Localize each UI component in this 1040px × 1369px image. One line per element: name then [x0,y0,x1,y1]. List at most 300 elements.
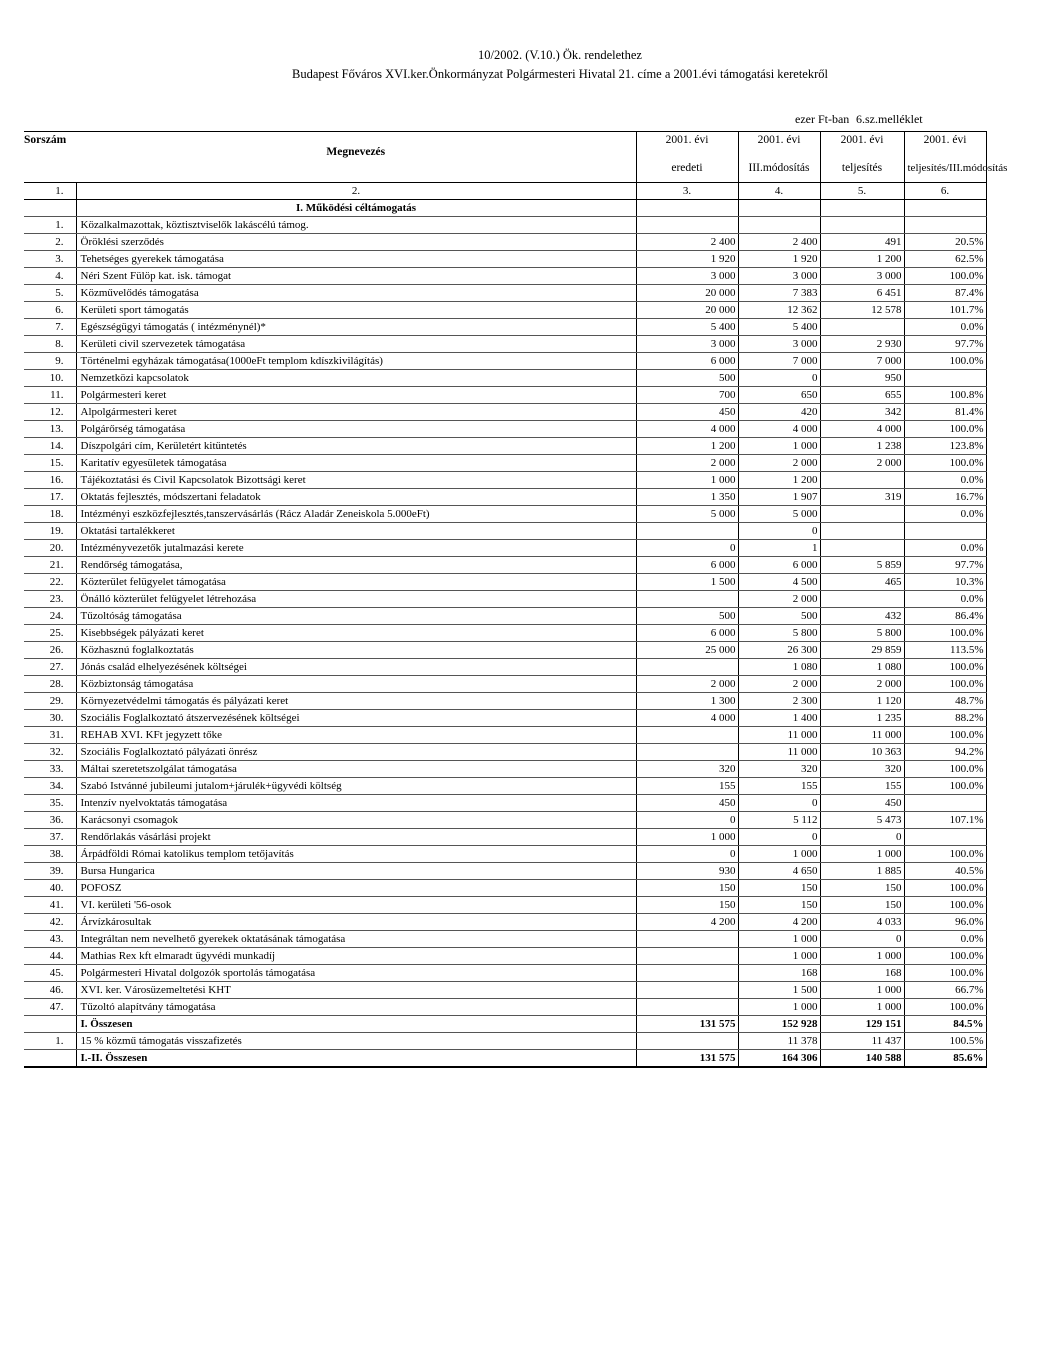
value-teljesites: 1 885 [820,863,904,880]
value-pct: 123.8% [904,438,986,455]
value-teljesites: 155 [820,778,904,795]
value-modositas: 152 928 [738,1016,820,1033]
value-pct: 85.6% [904,1050,986,1068]
idx-2: 2. [76,183,636,200]
table-row [24,693,986,710]
value-teljesites: 2 000 [820,676,904,693]
value-modositas: 12 362 [738,302,820,319]
value-eredeti: 500 [636,608,738,625]
value-teljesites: 465 [820,574,904,591]
value-eredeti: 131 575 [636,1016,738,1033]
row-number: 35. [24,795,76,812]
value-eredeti: 4 200 [636,914,738,931]
value-modositas: 3 000 [738,268,820,285]
value-modositas: 5 000 [738,506,820,523]
row-name: Szociális Foglalkoztató átszervezésének költségei [76,710,636,727]
value-pct: 87.4% [904,285,986,302]
row-number: 9. [24,353,76,370]
row-name: Integráltan nem nevelhető gyerekek oktatásának támogatása [76,931,636,948]
value-eredeti: 2 000 [636,455,738,472]
row-name: Szociális Foglalkoztató pályázati önrész [76,744,636,761]
table-row [24,540,986,557]
row-number [24,1016,76,1033]
row-name: I. Összesen [76,1016,636,1033]
table-row [24,421,986,438]
table-row [24,727,986,744]
value-teljesites [820,506,904,523]
value-eredeti: 1 300 [636,693,738,710]
row-number: 2. [24,234,76,251]
value-teljesites: 1 238 [820,438,904,455]
col-megnevezes: Megnevezés [76,132,636,183]
value-teljesites: 11 000 [820,727,904,744]
value-pct: 86.4% [904,608,986,625]
value-modositas: 168 [738,965,820,982]
header-line-2: Budapest Főváros XVI.ker.Önkormányzat Polgármesteri Hivatal 21. címe a 2001.évi támogatási keretekről [292,67,828,81]
row-name: Díszpolgári cím, Kerületért kitüntetés [76,438,636,455]
row-number: 5. [24,285,76,302]
value-pct: 100.8% [904,387,986,404]
row-name: Bursa Hungarica [76,863,636,880]
value-pct: 97.7% [904,336,986,353]
col-modositas: III.módosítás [738,154,820,183]
row-number: 12. [24,404,76,421]
table-row [24,914,986,931]
value-modositas: 0 [738,829,820,846]
value-teljesites: 950 [820,370,904,387]
value-teljesites: 0 [820,829,904,846]
value-modositas: 5 112 [738,812,820,829]
table-row [24,591,986,608]
row-name: Árpádföldi Római katolikus templom tetőjavítás [76,846,636,863]
row-number: 20. [24,540,76,557]
value-eredeti: 320 [636,761,738,778]
value-eredeti: 6 000 [636,625,738,642]
row-name: Oktatási tartalékkeret [76,523,636,540]
value-teljesites [820,523,904,540]
value-eredeti: 450 [636,404,738,421]
value-eredeti: 2 400 [636,234,738,251]
value-eredeti [636,727,738,744]
row-name: Tájékoztatási és Civil Kapcsolatok Bizottsági keret [76,472,636,489]
value-teljesites: 2 930 [820,336,904,353]
row-name: Tűzoltó alapítvány támogatása [76,999,636,1016]
value-teljesites: 168 [820,965,904,982]
table-row [24,863,986,880]
value-teljesites: 1 000 [820,982,904,999]
value-eredeti: 131 575 [636,1050,738,1068]
value-eredeti: 1 000 [636,472,738,489]
value-pct: 100.0% [904,421,986,438]
table-row [24,965,986,982]
table-row [24,948,986,965]
row-name: Polgármesteri keret [76,387,636,404]
table-row [24,659,986,676]
value-eredeti: 3 000 [636,336,738,353]
value-eredeti: 500 [636,370,738,387]
value-modositas: 150 [738,880,820,897]
row-name: Egészségügyi támogatás ( intézménynél)* [76,319,636,336]
value-teljesites: 1 000 [820,846,904,863]
row-name: Kisebbségek pályázati keret [76,625,636,642]
table-row [24,795,986,812]
value-pct: 100.0% [904,268,986,285]
idx-5: 5. [820,183,904,200]
value-pct: 100.0% [904,897,986,914]
row-name: Közhasznú foglalkoztatás [76,642,636,659]
table-row [24,880,986,897]
value-modositas: 1 500 [738,982,820,999]
value-eredeti: 20 000 [636,285,738,302]
row-number: 47. [24,999,76,1016]
row-name: Rendőrség támogatása, [76,557,636,574]
row-number: 32. [24,744,76,761]
value-eredeti: 1 500 [636,574,738,591]
value-teljesites: 1 120 [820,693,904,710]
row-name: I.-II. Összesen [76,1050,636,1068]
value-pct [904,370,986,387]
value-teljesites: 129 151 [820,1016,904,1033]
value-teljesites: 1 235 [820,710,904,727]
value-pct: 10.3% [904,574,986,591]
value-pct: 100.0% [904,761,986,778]
value-modositas: 11 000 [738,727,820,744]
row-name: Alpolgármesteri keret [76,404,636,421]
value-pct: 100.0% [904,999,986,1016]
table-row [24,302,986,319]
row-name: Nemzetközi kapcsolatok [76,370,636,387]
value-eredeti: 4 000 [636,421,738,438]
row-number: 8. [24,336,76,353]
value-eredeti [636,999,738,1016]
row-number: 23. [24,591,76,608]
value-modositas: 11 000 [738,744,820,761]
table-row [24,455,986,472]
value-eredeti: 20 000 [636,302,738,319]
table-row [24,642,986,659]
value-eredeti: 1 350 [636,489,738,506]
value-pct: 101.7% [904,302,986,319]
value-modositas: 4 650 [738,863,820,880]
value-modositas: 1 920 [738,251,820,268]
value-teljesites [820,540,904,557]
table-row [24,234,986,251]
value-teljesites: 320 [820,761,904,778]
value-teljesites: 432 [820,608,904,625]
table-row [24,778,986,795]
value-pct: 0.0% [904,591,986,608]
row-number: 15. [24,455,76,472]
empty-cell [24,200,76,217]
value-teljesites: 29 859 [820,642,904,659]
value-eredeti [636,1033,738,1050]
col-year-2: 2001. évi [738,132,820,155]
value-modositas: 500 [738,608,820,625]
table-row [24,336,986,353]
value-teljesites: 3 000 [820,268,904,285]
annex-label: 6.sz.melléklet [856,112,923,126]
row-name: Árvízkárosultak [76,914,636,931]
table-row [24,744,986,761]
value-modositas: 2 000 [738,676,820,693]
row-name: Kerületi civil szervezetek támogatása [76,336,636,353]
row-number: 39. [24,863,76,880]
table-row [24,387,986,404]
value-modositas: 320 [738,761,820,778]
row-number: 21. [24,557,76,574]
row-number: 31. [24,727,76,744]
value-pct: 100.0% [904,625,986,642]
row-name: Tehetséges gyerekek támogatása [76,251,636,268]
value-pct: 96.0% [904,914,986,931]
value-eredeti: 4 000 [636,710,738,727]
value-eredeti: 1 200 [636,438,738,455]
row-number: 17. [24,489,76,506]
value-eredeti: 5 400 [636,319,738,336]
table-row [24,625,986,642]
value-pct: 40.5% [904,863,986,880]
value-pct: 100.0% [904,948,986,965]
row-name: 15 % közmű támogatás visszafizetés [76,1033,636,1050]
value-pct: 88.2% [904,710,986,727]
value-teljesites: 10 363 [820,744,904,761]
row-number: 36. [24,812,76,829]
value-eredeti: 700 [636,387,738,404]
value-pct: 100.0% [904,353,986,370]
value-pct: 97.7% [904,557,986,574]
value-modositas: 2 300 [738,693,820,710]
value-modositas: 1 000 [738,948,820,965]
table-row [24,931,986,948]
table-row [24,523,986,540]
row-name: Öröklési szerződés [76,234,636,251]
value-modositas: 1 000 [738,438,820,455]
value-pct: 20.5% [904,234,986,251]
row-name: Történelmi egyházak támogatása(1000eFt templom kdíszkivilágítás) [76,353,636,370]
value-pct: 100.0% [904,659,986,676]
value-modositas: 2 400 [738,234,820,251]
value-teljesites [820,217,904,234]
row-number: 6. [24,302,76,319]
row-number: 26. [24,642,76,659]
table-row [24,982,986,999]
empty-cell [24,154,76,183]
row-number: 13. [24,421,76,438]
table-row [24,829,986,846]
section-title: I. Működési céltámogatás [76,200,636,217]
row-number: 38. [24,846,76,863]
value-modositas: 26 300 [738,642,820,659]
table-row [24,897,986,914]
table-row [24,268,986,285]
row-name: Közalkalmazottak, köztisztviselők lakáscélú támog. [76,217,636,234]
row-number: 4. [24,268,76,285]
table-row [24,1033,986,1050]
table-row [24,710,986,727]
row-number: 3. [24,251,76,268]
value-modositas: 5 400 [738,319,820,336]
value-pct: 100.5% [904,1033,986,1050]
value-pct: 0.0% [904,319,986,336]
row-number: 37. [24,829,76,846]
budget-table [24,131,1008,1068]
value-teljesites: 11 437 [820,1033,904,1050]
table-row [24,608,986,625]
value-modositas: 0 [738,795,820,812]
value-modositas: 420 [738,404,820,421]
row-number: 7. [24,319,76,336]
row-name: Szabó Istvánné jubileumi jutalom+járulék+ügyvédi költség [76,778,636,795]
value-teljesites: 5 859 [820,557,904,574]
value-eredeti [636,948,738,965]
value-teljesites: 5 800 [820,625,904,642]
row-name: Intézményi eszközfejlesztés,tanszervásárlás (Rácz Aladár Zeneiskola 5.000eFt) [76,506,636,523]
idx-3: 3. [636,183,738,200]
table-row [24,506,986,523]
row-name: Néri Szent Fülöp kat. isk. támogat [76,268,636,285]
value-eredeti [636,217,738,234]
value-pct: 0.0% [904,506,986,523]
value-pct: 100.0% [904,676,986,693]
table-row [24,489,986,506]
table-row [24,846,986,863]
value-modositas: 164 306 [738,1050,820,1068]
col-sorszam: Sorszám [24,132,76,155]
col-teljesites: teljesítés [820,154,904,183]
value-eredeti: 155 [636,778,738,795]
row-number: 46. [24,982,76,999]
row-name: Közbiztonság támogatása [76,676,636,693]
row-number: 33. [24,761,76,778]
table-row [24,217,986,234]
value-eredeti: 150 [636,880,738,897]
value-eredeti: 0 [636,846,738,863]
row-name: Polgármesteri Hivatal dolgozók sportolás támogatása [76,965,636,982]
table-row [24,285,986,302]
table-row [24,353,986,370]
value-pct: 100.0% [904,880,986,897]
value-modositas: 1 080 [738,659,820,676]
table-row [24,557,986,574]
value-pct: 100.0% [904,727,986,744]
row-number: 24. [24,608,76,625]
row-name: POFOSZ [76,880,636,897]
value-eredeti [636,931,738,948]
value-modositas: 11 378 [738,1033,820,1050]
table-row [24,472,986,489]
value-eredeti: 25 000 [636,642,738,659]
value-pct: 0.0% [904,931,986,948]
value-modositas: 2 000 [738,591,820,608]
row-number: 41. [24,897,76,914]
row-number [24,1050,76,1068]
value-pct: 107.1% [904,812,986,829]
value-pct [904,829,986,846]
value-modositas: 1 000 [738,931,820,948]
value-pct: 100.0% [904,455,986,472]
row-name: Közművelődés támogatása [76,285,636,302]
value-modositas: 2 000 [738,455,820,472]
value-pct: 0.0% [904,472,986,489]
value-pct: 16.7% [904,489,986,506]
row-number: 18. [24,506,76,523]
table-row [24,812,986,829]
value-teljesites: 150 [820,880,904,897]
row-number: 44. [24,948,76,965]
value-eredeti: 2 000 [636,676,738,693]
value-modositas [738,217,820,234]
row-name: Környezetvédelmi támogatás és pályázati keret [76,693,636,710]
value-teljesites: 4 000 [820,421,904,438]
value-modositas: 6 000 [738,557,820,574]
row-number: 40. [24,880,76,897]
row-number: 10. [24,370,76,387]
col-year-1: 2001. évi [636,132,738,155]
value-pct: 0.0% [904,540,986,557]
table-row [24,1050,986,1068]
value-teljesites: 0 [820,931,904,948]
value-pct: 62.5% [904,251,986,268]
value-modositas: 7 000 [738,353,820,370]
value-pct: 100.0% [904,846,986,863]
value-modositas: 4 000 [738,421,820,438]
row-name: VI. kerületi '56-osok [76,897,636,914]
row-number: 43. [24,931,76,948]
value-pct: 113.5% [904,642,986,659]
row-name: Karácsonyi csomagok [76,812,636,829]
row-number: 19. [24,523,76,540]
value-eredeti [636,965,738,982]
row-number: 11. [24,387,76,404]
value-pct: 94.2% [904,744,986,761]
table-row [24,370,986,387]
table-row [24,404,986,421]
value-eredeti: 930 [636,863,738,880]
value-modositas: 1 000 [738,999,820,1016]
value-teljesites: 342 [820,404,904,421]
row-name: REHAB XVI. KFt jegyzett tőke [76,727,636,744]
value-teljesites [820,319,904,336]
value-modositas: 155 [738,778,820,795]
value-teljesites: 4 033 [820,914,904,931]
value-teljesites: 140 588 [820,1050,904,1068]
value-eredeti: 0 [636,812,738,829]
value-eredeti: 1 920 [636,251,738,268]
row-number: 30. [24,710,76,727]
value-pct [904,523,986,540]
value-teljesites: 7 000 [820,353,904,370]
table-row [24,999,986,1016]
row-name: XVI. ker. Városüzemeltetési KHT [76,982,636,999]
col-year-4: 2001. évi [904,132,986,155]
value-eredeti [636,744,738,761]
value-eredeti: 0 [636,540,738,557]
value-pct: 84.5% [904,1016,986,1033]
row-name: Önálló közterület felügyelet létrehozása [76,591,636,608]
value-teljesites: 5 473 [820,812,904,829]
row-name: Kerületi sport támogatás [76,302,636,319]
row-name: Máltai szeretetszolgálat támogatása [76,761,636,778]
value-modositas: 1 200 [738,472,820,489]
value-teljesites [820,472,904,489]
value-teljesites: 491 [820,234,904,251]
value-teljesites: 655 [820,387,904,404]
row-number: 14. [24,438,76,455]
row-name: Oktatás fejlesztés, módszertani feladatok [76,489,636,506]
row-number: 16. [24,472,76,489]
value-eredeti: 450 [636,795,738,812]
row-number: 28. [24,676,76,693]
